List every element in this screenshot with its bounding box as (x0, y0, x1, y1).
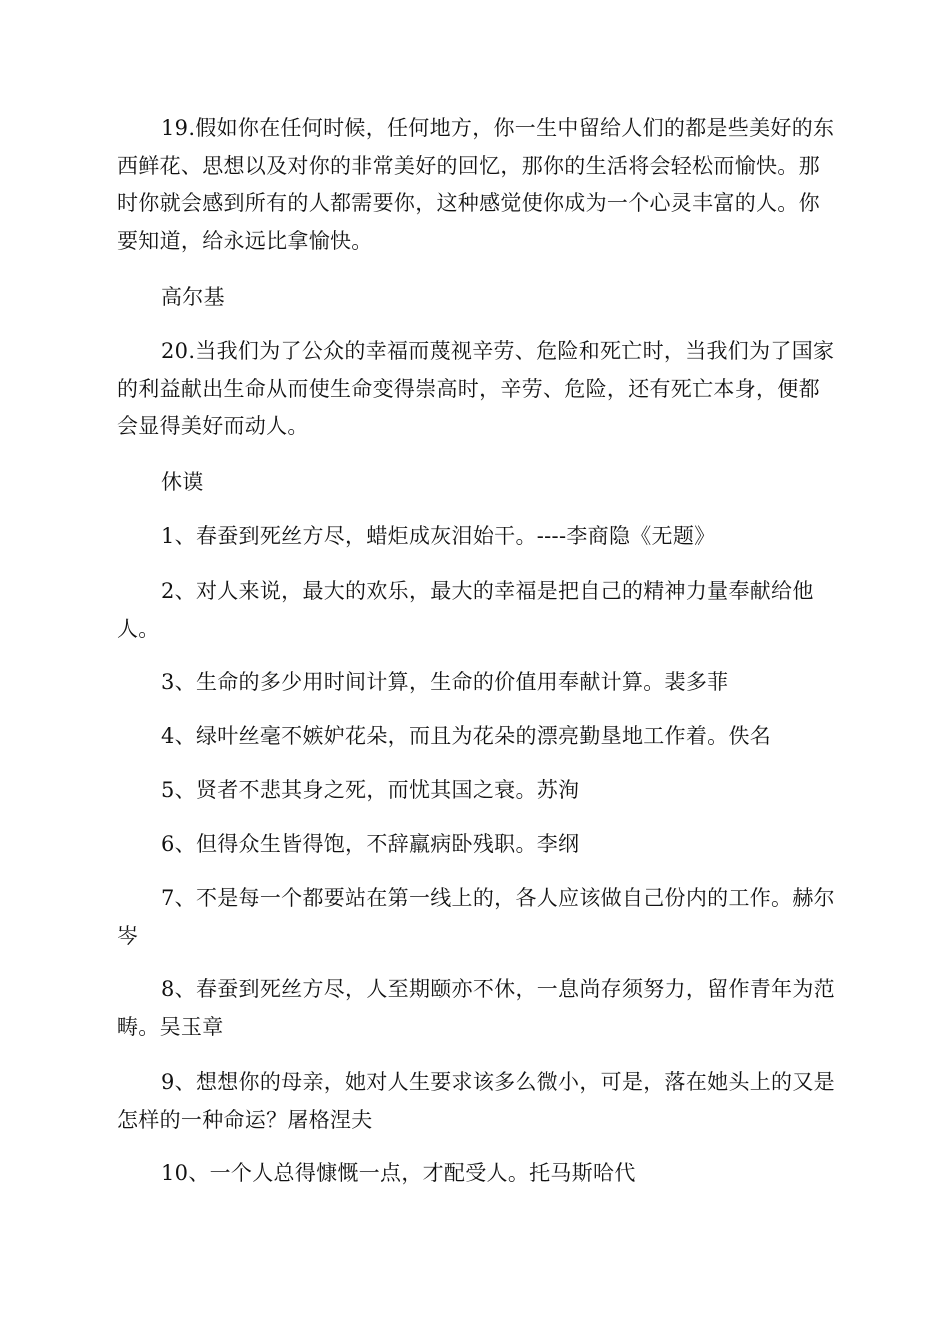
quote-6: 6、但得众生皆得饱，不辞羸病卧残职。李纲 (161, 832, 580, 856)
quote-3: 3、生命的多少用时间计算，生命的价值用奉献计算。裴多菲 (161, 670, 729, 694)
paragraph-20: 20.当我们为了公众的幸福而蔑视辛劳、危险和死亡时，当我们为了国家的利益献出生命从而使生命变得崇高时，辛劳、危险，还有死亡本身，便都会显得美好而动人。 (117, 339, 835, 438)
quote-2: 2、对人来说，最大的欢乐，最大的幸福是把自己的精神力量奉献给他人。 (117, 579, 814, 641)
quote-9: 9、想想你的母亲，她对人生要求该多么微小，可是，落在她头上的又是怎样的一种命运？屠格涅夫 (117, 1070, 835, 1132)
quote-4: 4、绿叶丝毫不嫉妒花朵，而且为花朵的漂亮勤垦地工作着。佚名 (161, 724, 772, 748)
quote-7: 7、不是每一个都要站在第一线上的，各人应该做自己份内的工作。赫尔岑 (117, 886, 835, 948)
quote-8: 8、春蚕到死丝方尽，人至期颐亦不休，一息尚存须努力，留作青年为范畴。吴玉章 (117, 977, 835, 1039)
paragraph-19: 19.假如你在任何时候，任何地方，你一生中留给人们的都是些美好的东西鲜花、思想以及对你的非常美好的回忆，那你的生活将会轻松而愉快。那时你就会感到所有的人都需要你，这种感觉使你成为一个心灵丰富的人。你要知道，给永远比拿愉快。 (117, 116, 835, 253)
author-hume: 休谟 (161, 470, 204, 494)
author-gorky: 高尔基 (161, 285, 225, 309)
quote-5: 5、贤者不悲其身之死，而忧其国之衰。苏洵 (161, 778, 580, 802)
quote-1: 1、春蚕到死丝方尽，蜡炬成灰泪始干。----李商隐《无题》 (161, 524, 716, 548)
quote-10: 10、一个人总得慷慨一点，才配受人。托马斯哈代 (161, 1161, 636, 1185)
